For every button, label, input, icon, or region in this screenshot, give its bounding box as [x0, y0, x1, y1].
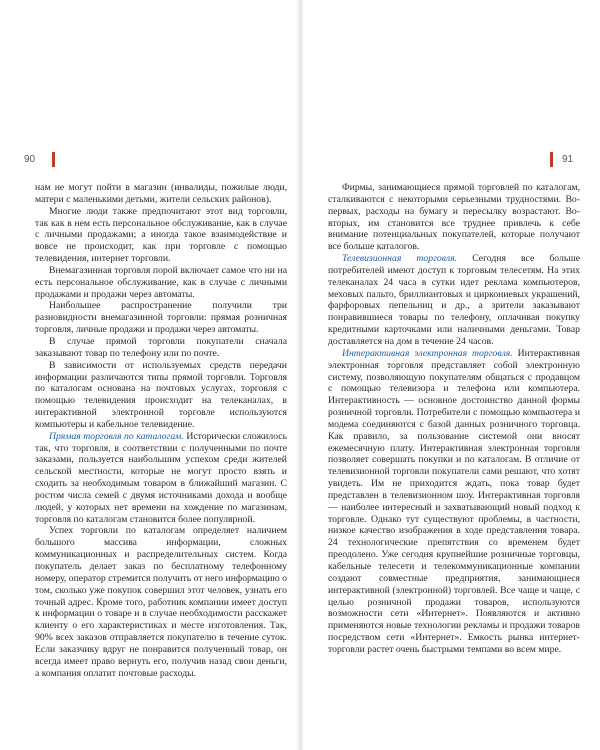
paragraph: Интерактивная электронная торговля. Интерактивная электронная торговля представляет собой электронную систему, позволяющую покупателям общаться с продавцом с помощью телевизора и телефона или компьютера. Интерактивность — основное достоинство данной формы розничной торговли. Потребители с помощью компьютера и модема соединяются с базой данных розничного торговца. Как правило, за пользование системой они вносят ежемесячную плату. Интерактивная электронная торговля позволяет совершать покупки и по каталогам. В отличие от телевизионной торговли покупатели сами решают, что хотят увидеть. Им не приходится ждать, пока товар будет представлен в телевизионном шоу. Интерактивная торговля — наиболее интересный и захватывающий новый подход к торговле. Однако тут существуют проблемы, в частности, низкое качество изображения в ходе представления товара. 24 технологические препятствия со временем будет преодолено. Уже сегодня крупнейшие розничные торговцы, кабельные телесети и телекоммуникационные компании создают совместные предприятия, занимающиеся интерактивной (электронной) торговлей. Все чаще и чаще, с целью розничной продажи товаров, используются возможности сети «Интернет». Появляются и активно применяются новые технологии рекламы и продажи товаров посредством сети «Интернет». Емкость рынка интернет-торговли растет очень быстрыми темпами во всем мире. — [328, 347, 581, 655]
paragraph: Успех торговли по каталогам определяет наличием большого массива информации, сложных коммуникационных и распределительных систем. Когда покупатель делает заказ по бесплатному телефонному номеру, оператор стремится получить от него информацию о том, сколько уже покупок совершил этот человек, узнать его точный адрес. Кроме того, работник компании имеет доступ к информации о товаре и в случае необходимости расскажет клиенту о его характеристиках и месте изготовления. Так, 90% всех заказов отправляется покупателю в течение суток. Если заказчику вдруг не понравится полученный товар, он всегда имеет право вернуть его, получив назад свои деньги, а компания оплатит почтовые расходы. — [35, 525, 287, 679]
paragraph: Внемагазинная торговля порой включает самое что ни на есть персональное обслуживание, как в случае с личными продажами и продажи через автоматы. — [35, 264, 287, 300]
paragraph: Наибольшее распространение получили три разновидности внемагазинной торговли: прямая розничная торговля, личные продажи и продажи через автоматы. — [35, 300, 287, 336]
paragraph: В зависимости от используемых средств передачи информации различаются типы прямой торговли. Торговля по каталогам основана на почтовых услугах, торговля с помощью телевидения происходит на телеканалах, в интерактивной электронной торговле используются компьютеры и кабельное телевидение. — [35, 359, 287, 430]
folio-rule-right — [550, 152, 553, 167]
left-page-body — [35, 182, 287, 679]
section-term: Прямая торговля по каталогам. — [49, 430, 184, 442]
paragraph: Фирмы, занимающиеся прямой торговлей по каталогам, сталкиваются с некоторыми серьезными трудностями. Во-первых, расходы на бумагу и пересылку возрастают. Во-вторых, им становится все труднее привлечь к себе внимание потенциальных покупателей, которые получают все больше каталогов. — [328, 182, 580, 253]
paragraph: Многие люди также предпочитают этот вид торговли, так как в нем есть персональное обслуживание, как в случае с личными продажами; а иногда такое взаимодействие и вовсе не происходит, как при торговле с помощью телевидения, интернет торговли. — [35, 205, 287, 265]
section-term: Телевизионная торговля. — [342, 253, 458, 265]
section-term: Интерактивная электронная торговля. — [342, 347, 513, 359]
paragraph: Телевизионная торговля. Сегодня все больше потребителей имеют доступ к торговым телесетям. На этих телеканалах 24 часа в сутки идет реклама компьютеров, меховых пальто, бриллиантовых и циркониевых украшений, фарфоровых пепельниц и др., а зрители заказывают понравившиеся товары по телефону, оплачивая покупку кредитными карточками или наличными деньгами. Товар доставляется на дом в течение 24 часов. — [328, 253, 581, 347]
book-gutter — [296, 0, 304, 750]
right-page-body — [328, 182, 580, 656]
page-number-right: 91 — [562, 154, 574, 165]
paragraph: нам не могут пойти в магазин (инвалиды, пожилые люди, матери с маленькими детьми, жители сельских районов). — [35, 182, 287, 205]
folio-rule-left — [52, 152, 55, 167]
paragraph: В случае прямой торговли покупатели сначала заказывают товар по телефону или по почте. — [35, 335, 287, 359]
page-number-left: 90 — [24, 154, 36, 165]
paragraph: Прямая торговля по каталогам. Исторически сложилось так, что торговля, в соответствии с полученными по почте заказами, пользуется наибольшим успехом среди жителей сельской местности, которые не могут просто взять и сходить за необходимым товаром в ближайший магазин. С ростом числа семей с двумя источниками дохода и вообще людей, у которых нет времени на хождение по магазинам, торговля по каталогам становится более популярной. — [35, 430, 287, 525]
